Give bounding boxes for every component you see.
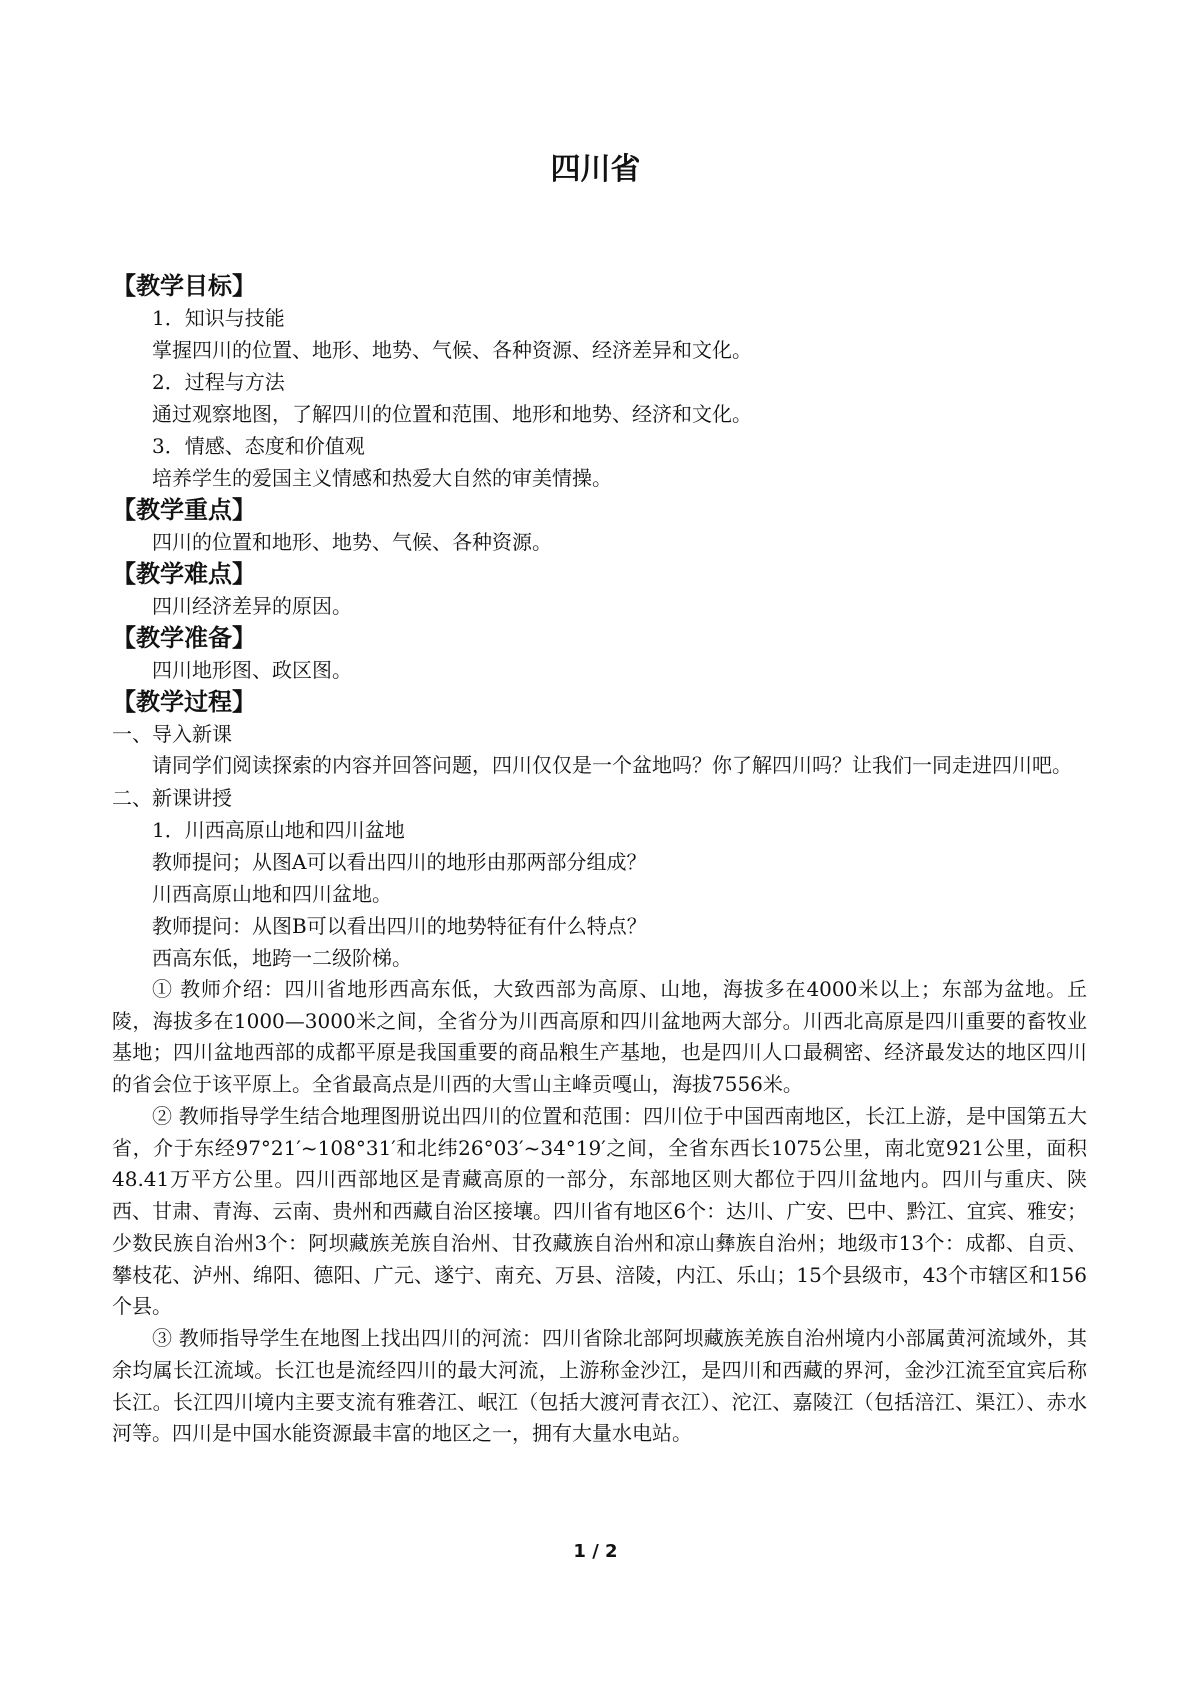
goal-1-title: 1．知识与技能 bbox=[152, 306, 285, 330]
teacher-question-1: 教师提问；从图A可以看出四川的地形由那两部分组成？ bbox=[152, 849, 647, 874]
difficulty-text: 四川经济差异的原因。 bbox=[152, 594, 352, 618]
preparation-text: 四川地形图、政区图。 bbox=[152, 658, 352, 682]
paragraph-rivers: ③ 教师指导学生在地图上找出四川的河流：四川省除北部阿坝藏族羌族自治州境内小部属黄河流域外，其余均属长江流域。长江也是流经四川的最大河流，上游称金沙江，是四川和西藏的界河，金沙江流至宜宾后称长江。长江四川境内主要支流有雅砻江、岷江（包括大渡河青衣江）、沱江、嘉陵江（包括涪江、渠江）、赤水河等。四川是中国水能资源最丰富的地区之一，拥有大量水电站。 bbox=[112, 1326, 1087, 1446]
goal-3-title: 3．情感、态度和价值观 bbox=[152, 434, 365, 458]
paragraph-location: ② 教师指导学生结合地理图册说出四川的位置和范围：四川位于中国西南地区，长江上游，是中国第五大省，介于东经97°21′~108°31′和北纬26°03′~34°19′之间，全省东西长1075公里，南北宽921公里，面积48.41万平方公里。四川西部地区是青藏高原的一部分，东部地区则大都位于四川盆地内。四川与重庆、陕西、甘肃、青海、云南、贵州和西藏自治区接壤。四川省有地区6个：达川、广安、巴中、黔江、宜宾、雅安；少数民族自治州3个：阿坝藏族羌族自治州、甘孜藏族自治州和凉山彝族自治州；地级市13个：成都、自贡、攀枝花、泸州、绵阳、德阳、广元、遂宁、南充、万县、涪陵，内江、乐山；15个县级市，43个市辖区和156个县。 bbox=[112, 1103, 1087, 1319]
part-2-title: 二、新课讲授 bbox=[112, 785, 232, 810]
heading-teaching-focus: 【教学重点】 bbox=[112, 496, 256, 524]
part-1-text: 请同学们阅读探索的内容并回答问题，四川仅仅是一个盆地吗？你了解四川吗？让我们一同走进四川吧。 bbox=[152, 753, 1072, 777]
answer-2: 西高东低，地跨一二级阶梯。 bbox=[152, 945, 412, 970]
heading-teaching-preparation: 【教学准备】 bbox=[112, 624, 256, 652]
goal-2-text: 通过观察地图，了解四川的位置和范围、地形和地势、经济和文化。 bbox=[152, 402, 752, 426]
subsection-1-title: 1．川西高原山地和四川盆地 bbox=[152, 817, 405, 842]
answer-1: 川西高原山地和四川盆地。 bbox=[152, 881, 392, 906]
heading-teaching-process: 【教学过程】 bbox=[112, 688, 256, 716]
goal-1-text: 掌握四川的位置、地形、地势、气候、各种资源、经济差异和文化。 bbox=[152, 338, 752, 362]
goal-3-text: 培养学生的爱国主义情感和热爱大自然的审美情操。 bbox=[152, 466, 612, 490]
document-title: 四川省 bbox=[550, 152, 641, 187]
page-number: 1 / 2 bbox=[573, 1541, 618, 1562]
document-body bbox=[112, 270, 1087, 1450]
heading-teaching-goals: 【教学目标】 bbox=[112, 272, 256, 300]
teacher-question-2: 教师提问：从图B可以看出四川的地势特征有什么特点？ bbox=[152, 913, 647, 938]
paragraph-terrain: ① 教师介绍：四川省地形西高东低，大致西部为高原、山地，海拔多在4000米以上；东部为盆地。丘陵，海拔多在1000—3000米之间，全省分为川西高原和四川盆地两大部分。川西北高原是四川重要的畜牧业基地；四川盆地西部的成都平原是我国重要的商品粮生产基地，也是四川人口最稠密、经济最发达的地区四川的省会位于该平原上。全省最高点是川西的大雪山主峰贡嘎山，海拔7556米。 bbox=[112, 976, 1087, 1096]
heading-teaching-difficulty: 【教学难点】 bbox=[112, 560, 256, 588]
focus-text: 四川的位置和地形、地势、气候、各种资源。 bbox=[152, 530, 552, 554]
goal-2-title: 2．过程与方法 bbox=[152, 370, 285, 394]
part-1-title: 一、导入新课 bbox=[112, 722, 232, 746]
